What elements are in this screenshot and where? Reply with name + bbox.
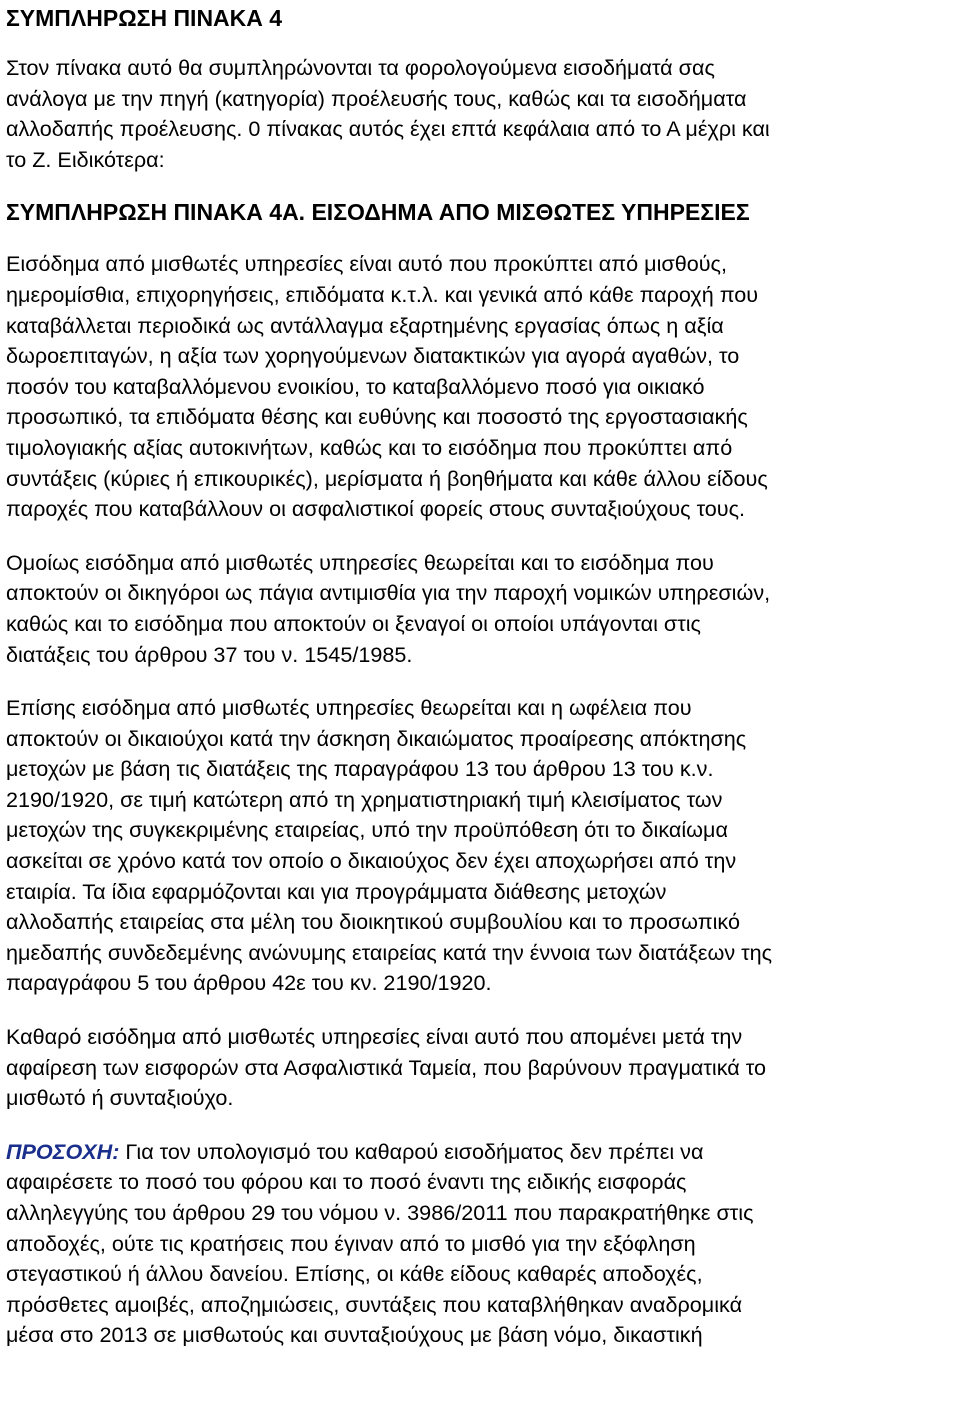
text-line: Επίσης εισόδημα από μισθωτές υπηρεσίες θεωρείται και η ωφέλεια που <box>6 695 692 721</box>
text-line: αλλοδαπής προέλευσης. 0 πίνακας αυτός έχει επτά κεφάλαια από το Α μέχρι και <box>6 116 770 142</box>
intro-paragraph <box>6 53 956 175</box>
warning-paragraph <box>6 1137 956 1351</box>
warning-label: ΠΡΟΣΟΧΗ: <box>6 1138 120 1164</box>
text-line: παραγράφου 5 του άρθρου 42ε του κν. 2190/1920. <box>6 970 492 996</box>
text-line: Εισόδημα από μισθωτές υπηρεσίες είναι αυτό που προκύπτει από μισθούς, <box>6 251 727 277</box>
text-line: δωροεπιταγών, η αξία των χορηγούμενων διατακτικών για αγορά αγαθών, το <box>6 343 740 369</box>
text-line: μετοχών της συγκεκριμένης εταιρείας, υπό την προϋπόθεση ότι το δικαίωμα <box>6 817 728 843</box>
text-line: ποσόν του καταβαλλόμενου ενοικίου, το καταβαλλόμενο ποσό για οικιακό <box>6 373 705 399</box>
text-line <box>6 1137 956 1168</box>
text-line: αφαίρεση των εισφορών στα Ασφαλιστικά Ταμεία, που βαρύνουν πραγματικά το <box>6 1054 766 1080</box>
lawyers-paragraph <box>6 548 956 670</box>
text-line: αποδοχές, ούτε τις κρατήσεις που έγιναν από το μισθό για την εξόφληση <box>6 1230 696 1256</box>
text-line: συντάξεις (κύριες ή επικουρικές), μερίσματα ή βοηθήματα και κάθε άλλου είδους <box>6 465 768 491</box>
text-line: αλληλεγγύης του άρθρου 29 του νόμου ν. 3986/2011 που παρακρατήθηκε στις <box>6 1200 754 1225</box>
text-line: ημεδαπής συνδεδεμένης ανώνυμης εταιρείας κατά την έννοια των διατάξεων της <box>6 939 773 965</box>
text-line: Στον πίνακα αυτό θα συμπληρώνονται τα φορολογούμενα εισοδήματά σας <box>6 55 715 80</box>
net-income-paragraph <box>6 1022 956 1114</box>
text-line: ασκείται σε χρόνο κατά τον οποίο ο δικαιούχος δεν έχει αποχωρήσει από την <box>6 848 737 874</box>
text-line: ανάλογα με την πηγή (κατηγορία) προέλευσής τους, καθώς και τα εισοδήματα <box>6 85 747 111</box>
warning-first-line: Για τον υπολογισμό του καθαρού εισοδήματος δεν πρέπει να <box>119 1138 704 1164</box>
text-line: ημερομίσθια, επιχορηγήσεις, επιδόματα κ.τ.λ. και γενικά από κάθε παροχή που <box>6 281 759 307</box>
text-line: προσωπικό, τα επιδόματα θέσης και ευθύνης και ποσοστό της εργοστασιακής <box>6 404 748 430</box>
text-line: αποκτούν οι δικαιούχοι κατά την άσκηση δικαιώματος προαίρεσης απόκτησης <box>6 725 747 751</box>
text-line: καθώς και το εισόδημα που αποκτούν οι ξεναγοί οι οποίοι υπάγονται στις <box>6 610 701 636</box>
text-line: στεγαστικού ή άλλου δανείου. Επίσης, οι κάθε είδους καθαρές αποδοχές, <box>6 1261 703 1287</box>
text-line: Ομοίως εισόδημα από μισθωτές υπηρεσίες θεωρείται και το εισόδημα που <box>6 549 714 575</box>
text-line: καταβάλλεται περιοδικά ως αντάλλαγμα εξαρτημένης εργασίας όπως η αξία <box>6 312 724 338</box>
text-line: εταιρία. Τα ίδια εφαρμόζονται και για προγράμματα διάθεσης μετοχών <box>6 878 667 904</box>
main-heading: ΣΥΜΠΛΗΡΩΣΗ ΠΙΝΑΚΑ 4 <box>6 5 283 31</box>
text-line: μετοχών με βάση τις διατάξεις της παραγράφου 13 του άρθρου 13 του κ.ν. <box>6 756 714 782</box>
shares-paragraph <box>6 693 956 999</box>
text-line: τιμολογιακής αξίας αυτοκινήτων, καθώς και το εισόδημα που προκύπτει από <box>6 434 733 460</box>
text-line: μισθωτό ή συνταξιούχο. <box>6 1085 234 1111</box>
text-line: 2190/1920, σε τιμή κατώτερη από τη χρηματιστηριακή τιμή κλεισίματος των <box>6 786 723 812</box>
text-line: πρόσθετες αμοιβές, αποζημιώσεις, συντάξεις που καταβλήθηκαν αναδρομικά <box>6 1291 743 1317</box>
document-page <box>6 0 956 1351</box>
text-line: αποκτούν οι δικηγόροι ως πάγια αντιμισθία για την παροχή νομικών υπηρεσιών, <box>6 580 771 606</box>
definition-paragraph <box>6 249 956 524</box>
section-heading: ΣΥΜΠΛΗΡΩΣΗ ΠΙΝΑΚΑ 4Α. ΕΙΣΟΔΗΜΑ ΑΠΟ ΜΙΣΘΩΤΕΣ ΥΠΗΡΕΣΙΕΣ <box>6 199 750 226</box>
text-line: διατάξεις του άρθρου 37 του ν. 1545/1985. <box>6 641 413 667</box>
text-line: αφαιρέσετε το ποσό του φόρου και το ποσό έναντι της ειδικής εισφοράς <box>6 1169 687 1195</box>
text-line: μέσα στο 2013 σε μισθωτούς και συνταξιούχους με βάση νόμο, δικαστική <box>6 1322 703 1348</box>
text-line: το Ζ. Ειδικότερα: <box>6 146 165 172</box>
text-line: Καθαρό εισόδημα από μισθωτές υπηρεσίες είναι αυτό που απομένει μετά την <box>6 1024 743 1050</box>
text-line: παροχές που καταβάλλουν οι ασφαλιστικοί φορείς στους συνταξιούχους τους. <box>6 496 746 522</box>
text-line: αλλοδαπής εταιρείας στα μέλη του διοικητικού συμβουλίου και το προσωπικό <box>6 909 740 935</box>
